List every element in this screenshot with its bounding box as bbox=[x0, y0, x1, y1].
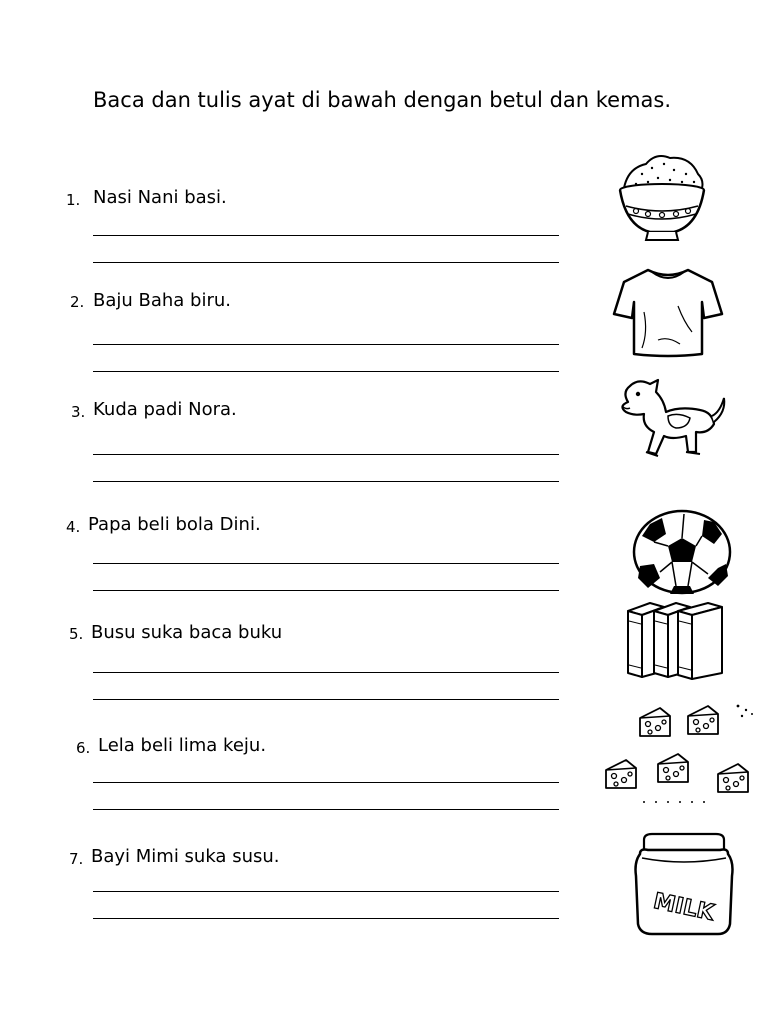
writing-line[interactable] bbox=[93, 809, 559, 810]
horse-icon bbox=[608, 372, 732, 472]
writing-line[interactable] bbox=[93, 481, 559, 482]
item-number: 3. bbox=[71, 403, 86, 421]
writing-line[interactable] bbox=[93, 371, 559, 372]
item-number: 4. bbox=[66, 518, 81, 536]
item-sentence: Kuda padi Nora. bbox=[93, 399, 237, 420]
writing-line[interactable] bbox=[93, 699, 559, 700]
t-shirt-icon bbox=[608, 262, 728, 362]
writing-line[interactable] bbox=[93, 891, 559, 892]
item-number: 7. bbox=[69, 850, 84, 868]
writing-line[interactable] bbox=[93, 782, 559, 783]
soccer-ball-icon bbox=[630, 508, 734, 596]
writing-line[interactable] bbox=[93, 344, 559, 345]
item-number: 2. bbox=[70, 293, 85, 311]
writing-line[interactable] bbox=[93, 590, 559, 591]
item-sentence: Baju Baha biru. bbox=[93, 290, 232, 311]
worksheet-instruction: Baca dan tulis ayat di bawah dengan betul dan kemas. bbox=[93, 88, 672, 112]
rice-bowl-icon bbox=[612, 150, 712, 245]
item-sentence: Busu suka baca buku bbox=[91, 622, 283, 643]
writing-line[interactable] bbox=[93, 672, 559, 673]
writing-line[interactable] bbox=[93, 262, 559, 263]
item-sentence: Bayi Mimi suka susu. bbox=[91, 846, 280, 867]
item-sentence: Papa beli bola Dini. bbox=[88, 514, 261, 535]
item-number: 1. bbox=[66, 191, 81, 209]
item-number: 6. bbox=[76, 739, 91, 757]
writing-line[interactable] bbox=[93, 918, 559, 919]
item-sentence: Nasi Nani basi. bbox=[93, 187, 227, 208]
writing-line[interactable] bbox=[93, 235, 559, 236]
item-number: 5. bbox=[69, 625, 84, 643]
item-sentence: Lela beli lima keju. bbox=[98, 735, 267, 756]
writing-line[interactable] bbox=[93, 563, 559, 564]
books-icon bbox=[620, 597, 740, 683]
milk-carton-icon bbox=[630, 832, 740, 938]
milk-label: MILK bbox=[651, 888, 717, 927]
writing-line[interactable] bbox=[93, 454, 559, 455]
cheese-icon bbox=[600, 700, 760, 808]
